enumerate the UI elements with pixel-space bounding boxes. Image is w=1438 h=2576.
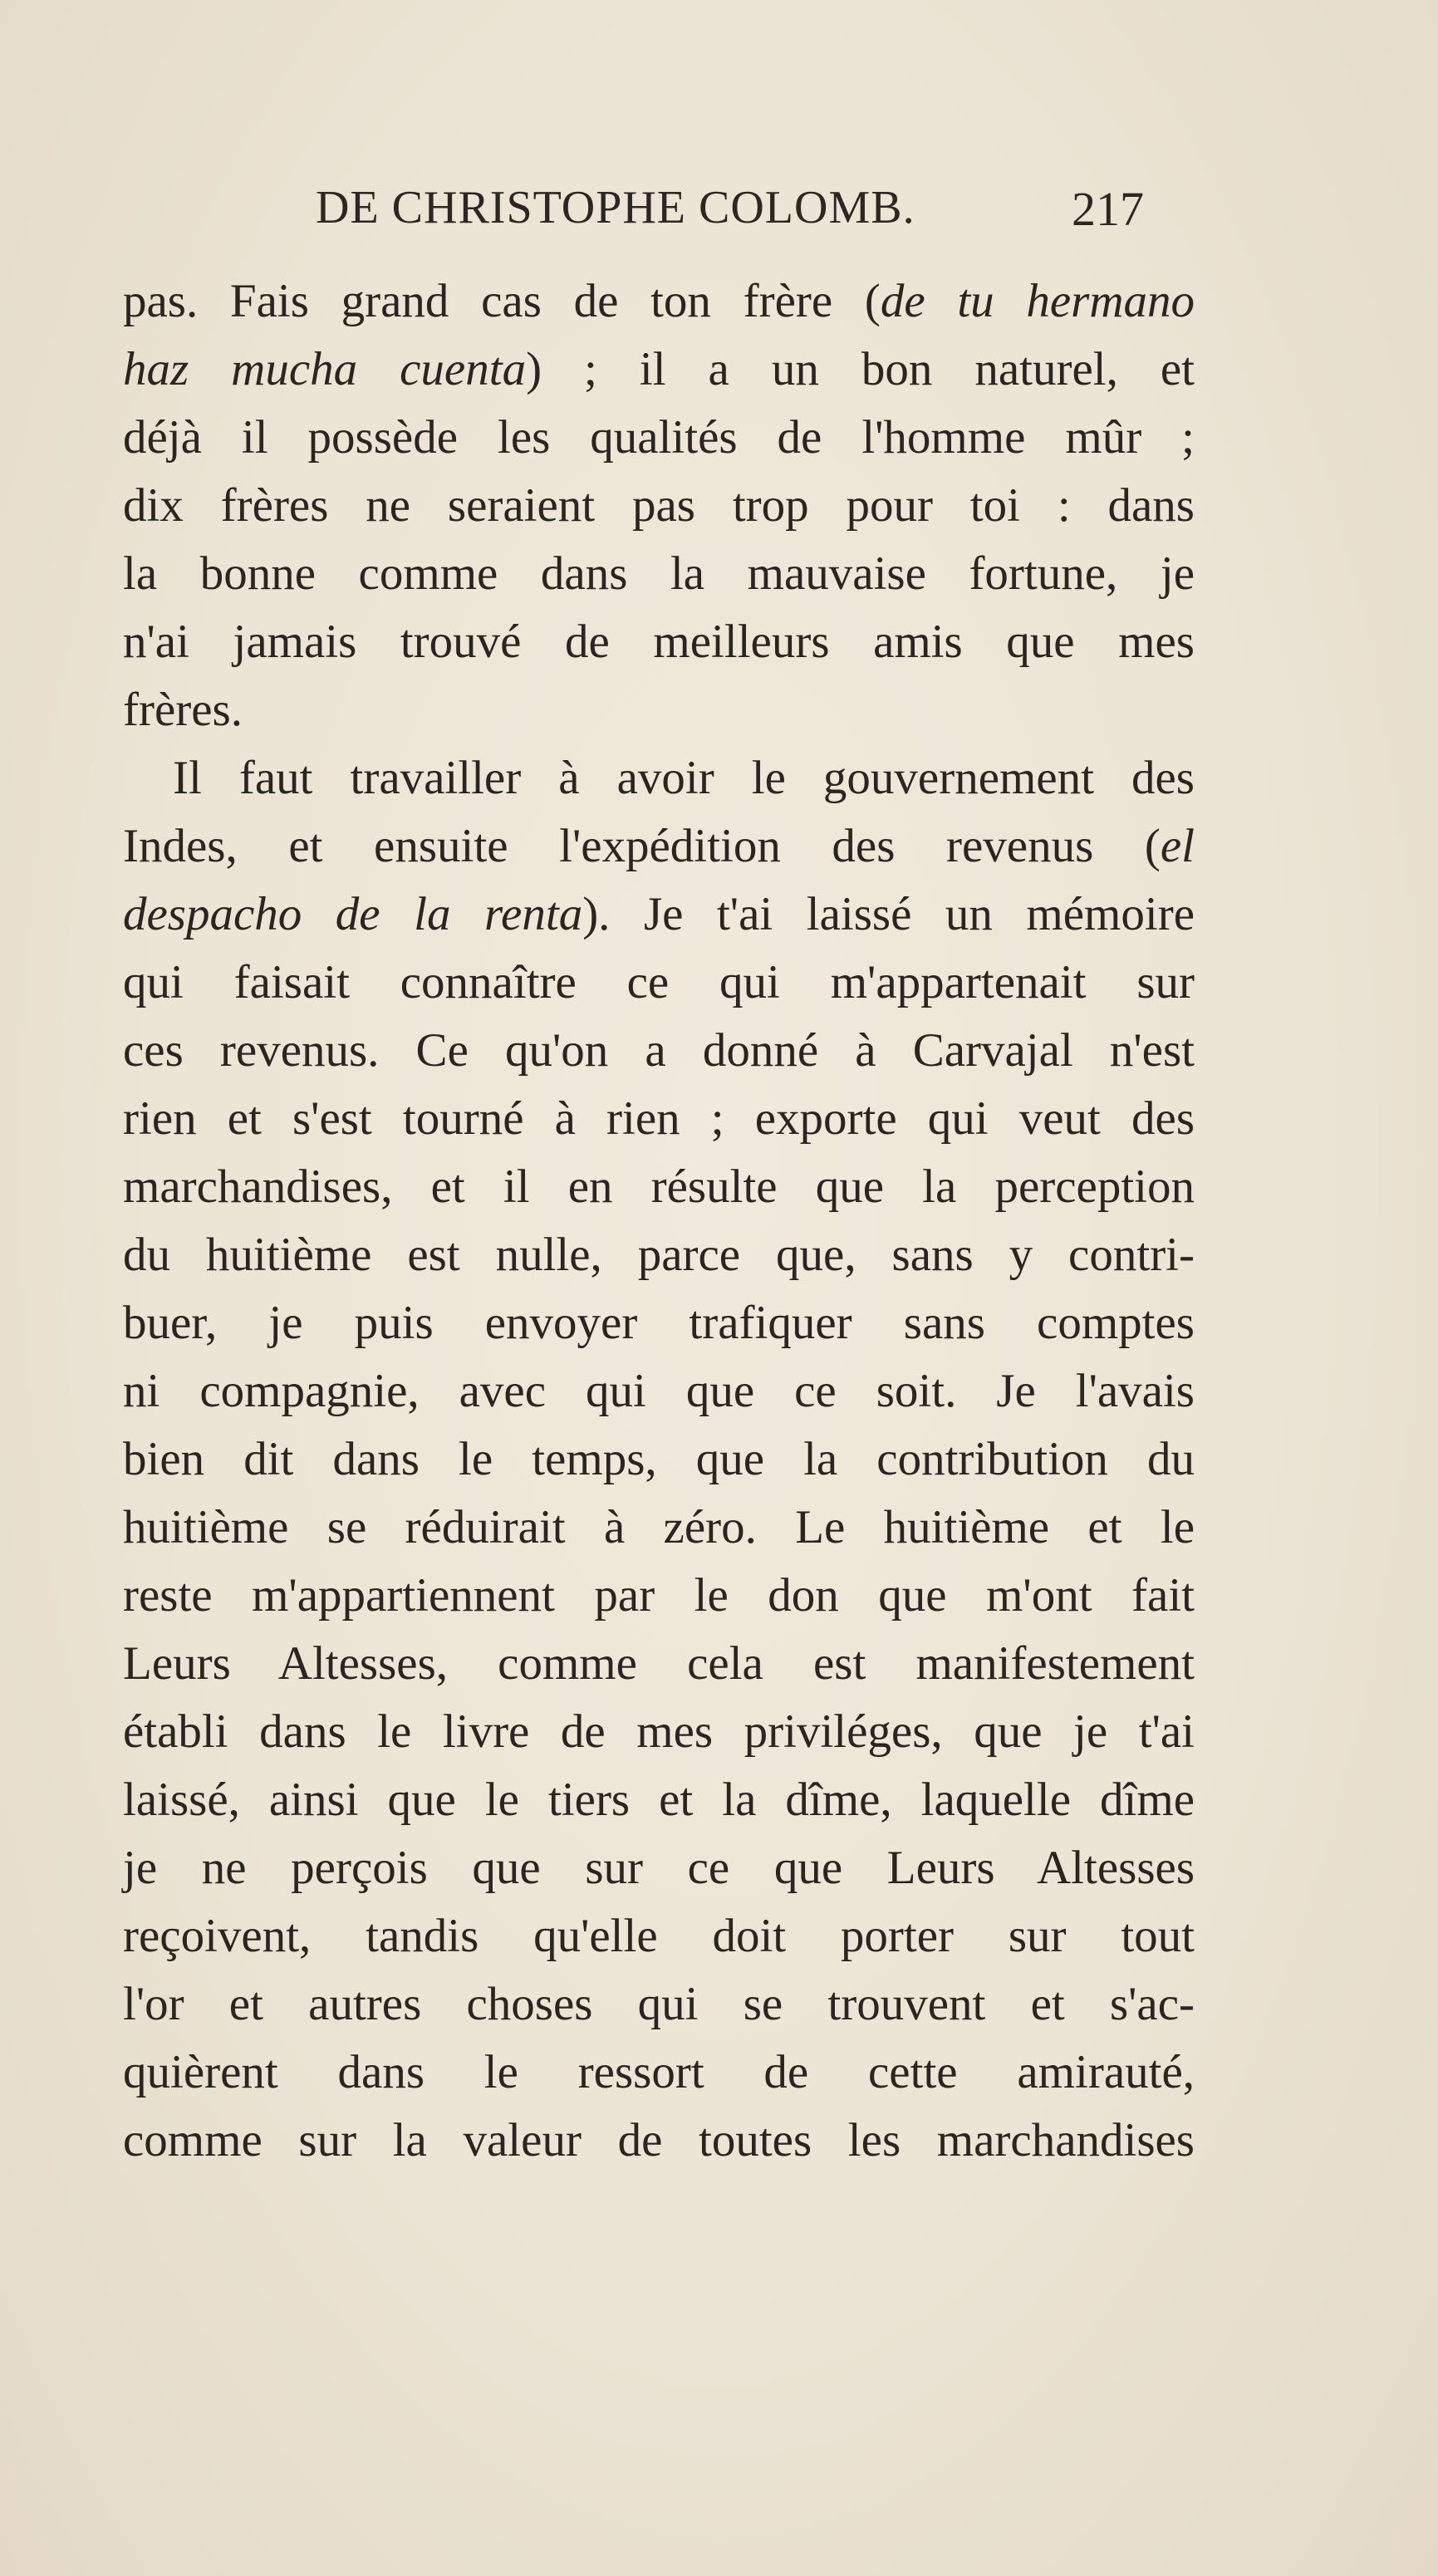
text-line	[123, 812, 1195, 881]
text-segment: ces revenus. Ce qu'on a donné à Carvajal n'est	[123, 1024, 1195, 1077]
text-segment: quièrent dans le ressort de cette amirauté,	[123, 2046, 1195, 2098]
text-line	[123, 336, 1195, 404]
text-segment: ni compagnie, avec qui que ce soit. Je l'avais	[123, 1365, 1195, 1417]
text-segment: n'ai jamais trouvé de meilleurs amis que mes	[123, 616, 1195, 668]
text-line	[123, 1834, 1195, 1902]
italic-text: de tu hermano	[880, 275, 1195, 327]
text-line	[123, 881, 1195, 949]
text-line	[123, 2107, 1195, 2175]
text-segment: déjà il possède les qualités de l'homme mûr ;	[123, 411, 1195, 464]
text-segment: reste m'appartiennent par le don que m'ont fait	[123, 1569, 1195, 1622]
text-line	[123, 744, 1195, 812]
italic-text: despacho de la renta	[123, 888, 583, 940]
text-line	[123, 404, 1195, 472]
text-segment: dix frères ne seraient pas trop pour toi : dans	[123, 479, 1195, 532]
text-line	[123, 608, 1195, 676]
text-segment: bien dit dans le temps, que la contribution du	[123, 1433, 1195, 1485]
text-segment: ) ; il a un bon naturel, et	[526, 343, 1195, 395]
text-line	[123, 1221, 1195, 1289]
text-line	[123, 472, 1195, 540]
text-line	[123, 1902, 1195, 1970]
text-segment: comme sur la valeur de toutes les marchandises	[123, 2114, 1195, 2166]
text-line	[123, 267, 1195, 336]
text-segment: ). Je t'ai laissé un mémoire	[582, 888, 1195, 940]
text-segment: du huitième est nulle, parce que, sans y contri-	[123, 1229, 1195, 1281]
text-line	[123, 1562, 1195, 1630]
text-line	[123, 1017, 1195, 1085]
text-segment: Il faut travailler à avoir le gouvernement des	[173, 752, 1195, 804]
text-segment: marchandises, et il en résulte que la perception	[123, 1160, 1195, 1213]
text-segment: Leurs Altesses, comme cela est manifestement	[123, 1637, 1195, 1690]
running-title: DE CHRISTOPHE COLOMB.	[316, 182, 915, 233]
text-segment: l'or et autres choses qui se trouvent et s'ac-	[123, 1978, 1195, 2030]
text-line	[123, 1085, 1195, 1153]
text-segment: laissé, ainsi que le tiers et la dîme, laquelle dîme	[123, 1774, 1195, 1826]
text-line	[123, 1357, 1195, 1425]
text-line	[123, 1153, 1195, 1221]
text-line	[123, 1289, 1195, 1357]
text-segment: pas. Fais grand cas de ton frère (	[123, 275, 881, 327]
body-text	[123, 267, 1195, 2175]
text-line	[123, 1425, 1195, 1494]
text-segment: huitième se réduirait à zéro. Le huitième et le	[123, 1501, 1195, 1553]
page-number: 217	[1072, 182, 1144, 236]
italic-text: el	[1160, 820, 1195, 872]
text-segment: buer, je puis envoyer trafiquer sans comptes	[123, 1297, 1195, 1349]
text-line	[123, 676, 1195, 744]
text-segment: établi dans le livre de mes priviléges, que je t'ai	[123, 1705, 1195, 1758]
text-line	[123, 1766, 1195, 1834]
text-line	[123, 1970, 1195, 2039]
text-segment: la bonne comme dans la mauvaise fortune, je	[123, 547, 1195, 600]
text-segment: je ne perçois que sur ce que Leurs Altesses	[123, 1842, 1195, 1894]
text-line	[123, 1494, 1195, 1562]
text-line	[123, 2039, 1195, 2107]
italic-text: haz mucha cuenta	[123, 343, 527, 395]
text-segment: reçoivent, tandis qu'elle doit porter sur tout	[123, 1910, 1195, 1962]
text-line	[123, 949, 1195, 1017]
text-segment: qui faisait connaître ce qui m'appartenait sur	[123, 956, 1195, 1008]
text-segment: Indes, et ensuite l'expédition des revenus (	[123, 820, 1161, 872]
text-segment: rien et s'est tourné à rien ; exporte qui veut des	[123, 1092, 1195, 1145]
text-segment: frères.	[123, 684, 243, 736]
text-line	[123, 1698, 1195, 1766]
text-line	[123, 1630, 1195, 1698]
text-line	[123, 540, 1195, 608]
